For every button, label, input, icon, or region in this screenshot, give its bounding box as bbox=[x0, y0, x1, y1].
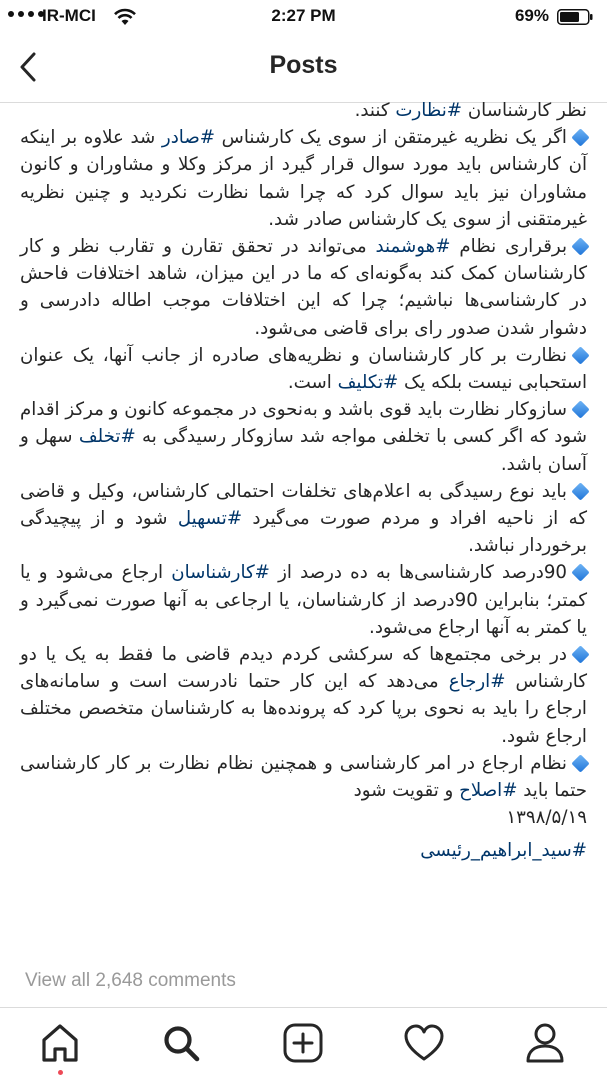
profile-icon bbox=[522, 1020, 568, 1066]
caption-text: است. bbox=[287, 372, 338, 394]
caption-paragraph bbox=[20, 342, 587, 396]
hashtag-link[interactable]: #نظارت bbox=[395, 100, 463, 121]
caption-text: ارجاع می‌شود و یا کمتر؛ بنابراین 90درصد از کارشناسان، یا ارجاعی به آنها صورت نمی‌گیرد و یا کمتر به آنها ارجاع می‌شود. bbox=[20, 562, 587, 638]
notification-dot bbox=[58, 1070, 63, 1075]
caption-paragraph bbox=[20, 559, 587, 641]
caption-text: شد علاوه بر اینکه آن کارشناس باید مورد سوال قرار گیرد از مرکز وکلا و مشاوران و کانون مشاوران نیز باید سوال کرد که چرا شما نظارت نکردید و چنین نظریه غیرمتقنی از سوی یک کارشناس صادر شد. bbox=[20, 127, 587, 230]
tab-profile[interactable] bbox=[522, 1020, 568, 1066]
caption-paragraph bbox=[20, 124, 587, 233]
hashtag-link[interactable]: #هوشمند bbox=[375, 236, 451, 258]
battery-icon bbox=[557, 9, 593, 25]
home-icon bbox=[37, 1020, 83, 1066]
caption-text: نظر کارشناسان bbox=[462, 100, 587, 121]
caption-text: اگر یک نظریه غیرمتقن از سوی یک کارشناس bbox=[215, 127, 567, 149]
caption-paragraph bbox=[20, 641, 587, 750]
caption-text: باید نوع رسیدگی به اعلام‌های تخلفات احتمالی کارشناس، وکیل و قاضی که از ناحیه افراد و مردم صورت می‌گیرد bbox=[20, 480, 587, 530]
blue-diamond-icon bbox=[571, 346, 589, 364]
caption-text: و تقویت شود bbox=[353, 780, 460, 802]
caption-text: سازوکار نظارت باید قوی باشد و به‌نحوی در مجموعه کانون و مرکز اقدام شود که اگر کسی با تخلفی مواجه شد سازوکار رسیدگی به bbox=[20, 399, 587, 448]
hashtag-link[interactable]: #تخلف bbox=[78, 426, 136, 448]
status-bar bbox=[0, 0, 607, 34]
caption-text: نظام ارجاع در امر کارشناسی و همچنین نظام نظارت بر کار کارشناسی حتما باید bbox=[20, 752, 587, 802]
caption-text: برقراری نظام bbox=[450, 236, 567, 258]
hashtag-link[interactable]: #کارشناسان bbox=[171, 562, 270, 584]
caption-paragraph bbox=[20, 233, 587, 342]
battery-percent: 69% bbox=[514, 6, 549, 25]
tab-search[interactable] bbox=[158, 1020, 204, 1066]
hashtag-link[interactable]: #اصلاح bbox=[459, 780, 518, 802]
clock: 2:27 PM bbox=[271, 6, 336, 25]
post-date: ۱۳۹۸/۵/۱۹ bbox=[506, 807, 587, 829]
tab-activity[interactable] bbox=[401, 1020, 447, 1066]
blue-diamond-icon bbox=[571, 237, 589, 255]
caption-paragraph bbox=[20, 97, 587, 124]
hashtag-link[interactable]: #تسهیل bbox=[177, 508, 243, 530]
caption-text: می‌دهد که این کار حتما نادرست است و سامانه‌های ارجاع را باید به نحوی برپا کرد که پرونده‌ها به کارشناسان متخصص مختلف ارجاع شود. bbox=[20, 671, 587, 747]
hashtag-link[interactable]: #صادر bbox=[161, 127, 216, 149]
post-caption bbox=[20, 97, 587, 865]
caption-text: نظارت بر کار کارشناسان و نظریه‌های صادره از جانب آنها، یک عنوان استحبابی نیست بلکه یک bbox=[20, 344, 587, 394]
author-hashtag-link[interactable]: #سید_ابراهیم_رئیسی bbox=[420, 840, 587, 862]
blue-diamond-icon bbox=[571, 754, 589, 772]
carrier-name: IR-MCI bbox=[42, 6, 96, 25]
navigation-bar bbox=[0, 34, 607, 103]
caption-paragraph bbox=[20, 750, 587, 804]
page-title: Posts bbox=[269, 51, 338, 79]
caption-text: شود و از پیچیدگی برخوردار نباشد. bbox=[20, 508, 587, 557]
blue-diamond-icon bbox=[571, 564, 589, 582]
blue-diamond-icon bbox=[571, 401, 589, 419]
heart-icon bbox=[401, 1020, 447, 1066]
blue-diamond-icon bbox=[571, 129, 589, 147]
caption-paragraph bbox=[20, 478, 587, 560]
caption-text: در برخی مجتمع‌ها که سرکشی کردم دیدم قاضی ما فقط به یک یا دو کارشناس bbox=[20, 644, 587, 693]
tab-new-post[interactable] bbox=[280, 1020, 326, 1066]
blue-diamond-icon bbox=[571, 482, 589, 500]
hashtag-link[interactable]: #تکلیف bbox=[337, 372, 399, 394]
caption-text: کنند. bbox=[354, 100, 396, 121]
add-post-icon bbox=[280, 1020, 326, 1066]
tab-home[interactable] bbox=[37, 1020, 83, 1066]
tab-bar bbox=[0, 1007, 607, 1081]
caption-paragraph bbox=[20, 396, 587, 478]
caption-text: می‌تواند در تحقق تقارن و تقارب نظر و کار کارشناسان کمک کند به‌گونه‌ای که ما در این میزان، شاهد اختلافات فاحش در کارشناسی‌ها نباشیم؛ چرا که این اختلافات موجب اطاله دادرسی و دشوار شدن صدور رای برای قاضی می‌شود. bbox=[20, 236, 587, 339]
caption-text: سهل و آسان باشد. bbox=[20, 426, 587, 475]
caption-text: 90درصد کارشناسی‌ها به ده درصد از bbox=[269, 562, 568, 584]
blue-diamond-icon bbox=[571, 645, 589, 663]
hashtag-link[interactable]: #ارجاع bbox=[448, 671, 506, 693]
search-icon bbox=[158, 1020, 204, 1066]
view-all-comments-link[interactable]: View all 2,648 comments bbox=[25, 970, 236, 991]
